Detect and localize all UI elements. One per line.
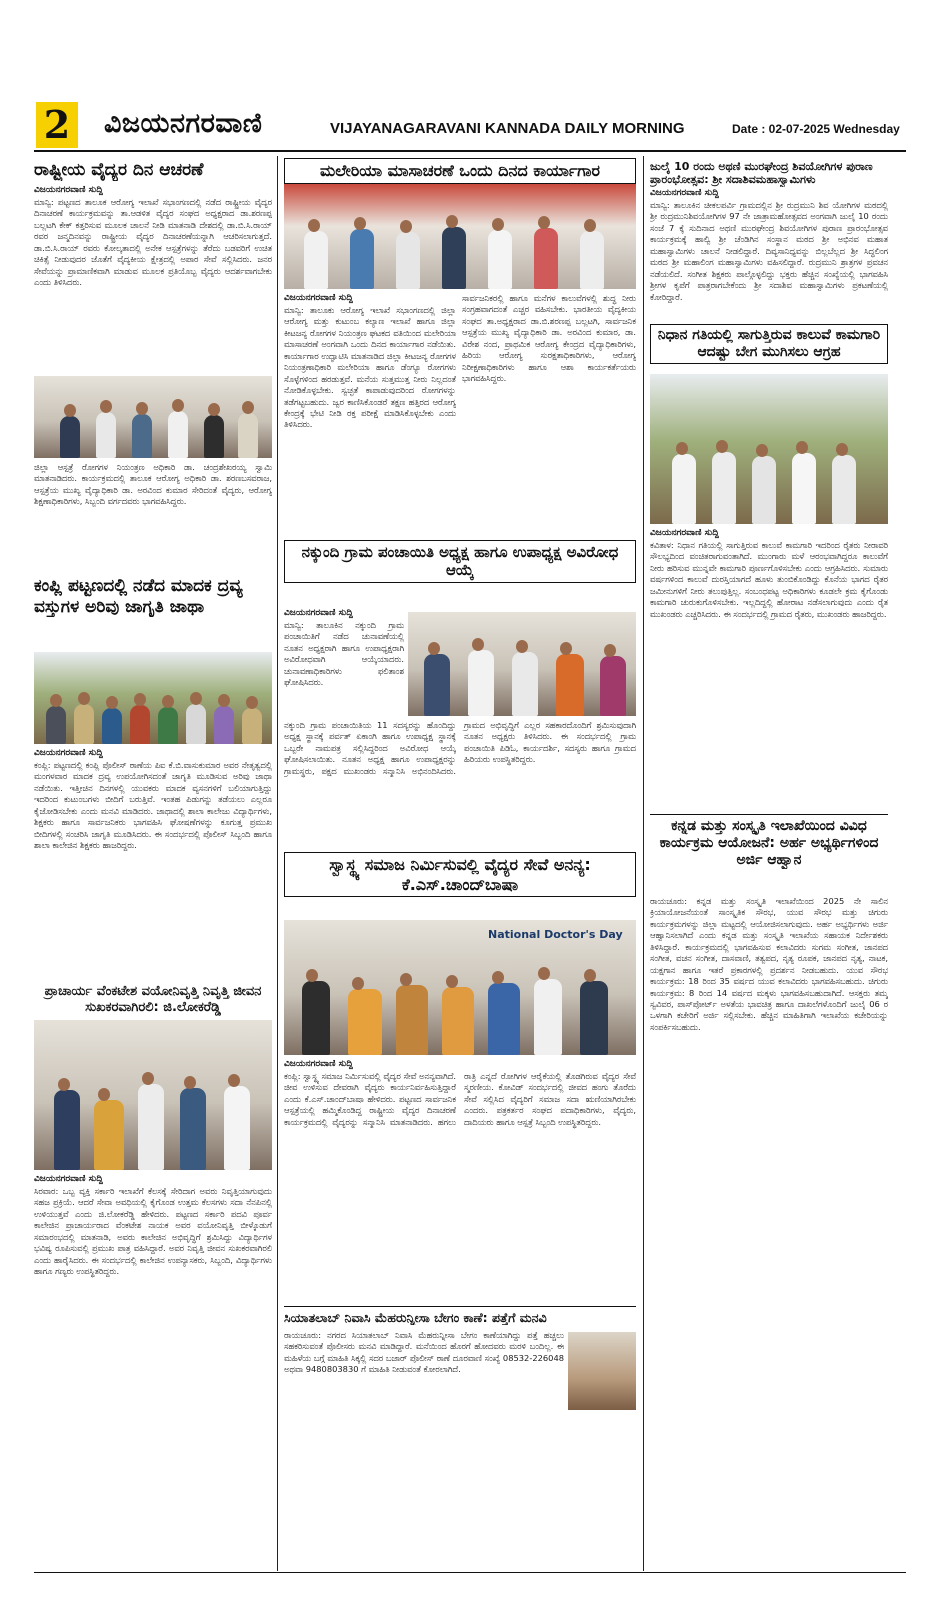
- kannada-culture-body: ರಾಯಚೂರು: ಕನ್ನಡ ಮತ್ತು ಸಂಸ್ಕೃತಿ ಇಲಾಖೆಯಿಂದ 2025 ನೇ ಸಾಲಿನ ಕ್ರಿಯಾಯೋಜನೆಯಂತೆ ಸಾಂಸ್ಕೃತಿಕ ಸೌರಭ, ಯುವ ಸೌರಭ ಮತ್ತು ಚಿಗುರು ಕಾರ್ಯಕ್ರಮಗಳನ್ನು ಜಿಲ್ಲಾ ಮಟ್ಟದಲ್ಲಿ ಆಯೋಜಿಸಲಾಗುವುದು. ಅರ್ಹ ಅಭ್ಯರ್ಥಿಗಳು ಅರ್ಜಿ ಆಹ್ವಾನಿಸಲಾಗಿದೆ ಎಂದು ಕನ್ನಡ ಮತ್ತು ಸಂಸ್ಕೃತಿ ಇಲಾಖೆಯ ಸಹಾಯಕ ನಿರ್ದೇಶಕರು ತಿಳಿಸಿದ್ದಾರೆ. ಕಾರ್ಯಕ್ರಮದಲ್ಲಿ ಭಾಗವಹಿಸುವ ಕಲಾವಿದರು ಸುಗಮ ಸಂಗೀತ, ಜಾನಪದ ಸಂಗೀತ, ವಚನ ಸಂಗೀತ, ದಾಸವಾಣಿ, ತತ್ವಪದ, ನೃತ್ಯ ರೂಪಕ, ಜಾನಪದ ನೃತ್ಯ, ನಾಟಕ, ಯಕ್ಷಗಾನ ಹಾಗೂ ಇತರೆ ಪ್ರಕಾರಗಳಲ್ಲಿ ಪ್ರದರ್ಶನ ನೀಡಬಹುದು. ಯುವ ಸೌರಭ ಕಾರ್ಯಕ್ರಮ: 18 ರಿಂದ 35 ವರ್ಷದ ಯುವ ಕಲಾವಿದರು ಭಾಗವಹಿಸಬಹುದು. ಚಿಗುರು ಕಾರ್ಯಕ್ರಮ: 8 ರಿಂದ 14 ವರ್ಷದ ಮಕ್ಕಳು ಭಾಗವಹಿಸಬಹುದಾಗಿದೆ. ಆಸಕ್ತರು ತಮ್ಮ ಸ್ವವಿವರ, ಪಾಸ್‌ಪೋರ್ಟ್ ಅಳತೆಯ ಭಾವಚಿತ್ರ ಹಾಗೂ ದಾಖಲೆಗಳೊಂದಿಗೆ ಜುಲೈ 06 ರ ಒಳಗಾಗಿ ಕಚೇರಿಗೆ ಅರ್ಜಿ ಸಲ್ಲಿಸಬೇಕು. ಹೆಚ್ಚಿನ ಮಾಹಿತಿಗಾಗಿ ಇಲಾಖೆಯ ಕಚೇರಿಯನ್ನು ಸಂಪರ್ಕಿಸಬಹುದು.: [650, 896, 888, 1032]
- nakkundi-byline: ವಿಜಯನಗರವಾಣಿ ಸುದ್ದಿ: [284, 608, 353, 618]
- masthead-date: Date : 02-07-2025 Wednesday: [732, 122, 900, 136]
- retirement-body: ಸಿರವಾರ: ಒಬ್ಬ ವ್ಯಕ್ತಿ ಸರ್ಕಾರಿ ಇಲಾಖೆಗೆ ಕೆಲಸಕ್ಕೆ ಸೇರಿದಾಗ ಅವರು ನಿವೃತ್ತಿಯಾಗುವುದು ಸಹಜ ಪ್ರಕ್ರಿಯೆ. ಆದರೆ ಸೇವಾ ಅವಧಿಯಲ್ಲಿ ಕೈಗೊಂಡ ಉತ್ತಮ ಕೆಲಸಗಳು ಸದಾ ನೆನಪಿನಲ್ಲಿ ಉಳಿಯುತ್ತವೆ ಎಂದು ಜಿ.ಲೋಕರೆಡ್ಡಿ ಹೇಳಿದರು. ಪಟ್ಟಣದ ಸರ್ಕಾರಿ ಪದವಿ ಪೂರ್ವ ಕಾಲೇಜಿನ ಪ್ರಾಚಾರ್ಯರಾದ ವೆಂಕಟೇಶ ನಾಯಕ ಅವರ ವಯೋನಿವೃತ್ತಿ ಬೀಳ್ಕೊಡುಗೆ ಸಮಾರಂಭದಲ್ಲಿ ಮಾತನಾಡಿ, ಅವರು ಕಾಲೇಜಿನ ಅಭಿವೃದ್ಧಿಗೆ ಶ್ರಮಿಸಿದ್ದು ವಿದ್ಯಾರ್ಥಿಗಳ ಭವಿಷ್ಯ ರೂಪಿಸುವಲ್ಲಿ ಪ್ರಮುಖ ಪಾತ್ರ ವಹಿಸಿದ್ದಾರೆ. ಅವರ ನಿವೃತ್ತಿ ಜೀವನ ಸುಖಕರವಾಗಿರಲಿ ಎಂದು ಹಾರೈಸಿದರು. ಈ ಸಂದರ್ಭದಲ್ಲಿ ಕಾಲೇಜಿನ ಉಪನ್ಯಾಸಕರು, ಸಿಬ್ಬಂದಿ, ವಿದ್ಯಾರ್ಥಿಗಳು ಹಾಗೂ ಗಣ್ಯರು ಉಪಸ್ಥಿತರಿದ್ದರು.: [34, 1186, 272, 1277]
- malaria-photo: [284, 184, 636, 289]
- kannada-culture-headline: ಕನ್ನಡ ಮತ್ತು ಸಂಸ್ಕೃತಿ ಇಲಾಖೆಯಿಂದ ವಿವಿಧ ಕಾರ್ಯಕ್ರಮ ಆಯೋಜನೆ: ಅರ್ಹ ಅಭ್ಯರ್ಥಿಗಳಿಂದ ಅರ್ಜಿ ಆಹ್ವಾನ: [659, 818, 879, 869]
- doctors-service-byline: ವಿಜಯನಗರವಾಣಿ ಸುದ್ದಿ: [284, 1059, 353, 1069]
- retirement-photo: [34, 1020, 272, 1170]
- missing-woman-photo: [568, 1332, 636, 1410]
- drug-awareness-photo: [34, 652, 272, 744]
- column-rule-left: [277, 156, 278, 1571]
- masthead-title-kannada: ವಿಜಯನಗರವಾಣಿ: [104, 108, 263, 139]
- nakkundi-body-left: ಮಾನ್ವಿ: ತಾಲೂಕಿನ ನಕ್ಕುಂದಿ ಗ್ರಾಮ ಪಂಚಾಯಿತಿಗೆ ನಡೆದ ಚುನಾವಣೆಯಲ್ಲಿ ನೂತನ ಅಧ್ಯಕ್ಷರಾಗಿ ಹಾಗೂ ಉಪಾಧ್ಯಕ್ಷರಾಗಿ ಅವಿರೋಧವಾಗಿ ಆಯ್ಕೆಯಾದರು. ಚುನಾವಣಾಧಿಕಾರಿಗಳು ಫಲಿತಾಂಶ ಘೋಷಿಸಿದರು.: [284, 620, 404, 688]
- masthead-rule: [34, 150, 906, 152]
- doctors-day-photo: [34, 376, 272, 458]
- missing-woman-body: ರಾಯಚೂರು: ನಗರದ ಸಿಯಾತಲಾಬ್ ನಿವಾಸಿ ಮೆಹರುನ್ನೀಸಾ ಬೇಗಂ ಕಾಣೆಯಾಗಿದ್ದು ಪತ್ತೆ ಹಚ್ಚಲು ಸಹಕರಿಸುವಂತೆ ಪೊಲೀಸರು ಮನವಿ ಮಾಡಿದ್ದಾರೆ. ಮನೆಯಿಂದ ಹೊರಗೆ ಹೋದವರು ಮರಳಿ ಬಂದಿಲ್ಲ. ಈ ಮಹಿಳೆಯ ಬಗ್ಗೆ ಮಾಹಿತಿ ಸಿಕ್ಕಲ್ಲಿ ಸದರ ಬಜಾರ್ ಪೊಲೀಸ್ ಠಾಣೆ ದೂರವಾಣಿ ಸಂಖ್ಯೆ 08532-226048 ಅಥವಾ 9480803830 ಗೆ ಮಾಹಿತಿ ನೀಡುವಂತೆ ಕೋರಲಾಗಿದೆ.: [284, 1330, 564, 1375]
- missing-woman-rule: [284, 1306, 636, 1307]
- drug-awareness-headline: ಕಂಪ್ಲಿ ಪಟ್ಟಣದಲ್ಲಿ ನಡೆದ ಮಾದಕ ದ್ರವ್ಯ ವಸ್ತುಗಳ ಅರಿವು ಜಾಗೃತಿ ಜಾಥಾ: [34, 576, 243, 617]
- column-rule-right: [643, 156, 644, 1571]
- footer-rule: [34, 1572, 906, 1573]
- drug-awareness-byline: ವಿಜಯನಗರವಾಣಿ ಸುದ್ದಿ: [34, 748, 103, 758]
- retirement-byline: ವಿಜಯನಗರವಾಣಿ ಸುದ್ದಿ: [34, 1174, 103, 1184]
- muraghendra-body: ಮಾನ್ವಿ: ತಾಲೂಕಿನ ಚೀಕಲಪರ್ವಿ ಗ್ರಾಮದಲ್ಲಿನ ಶ್ರೀ ರುದ್ರಮುನಿ ಶಿವ ಯೋಗಿಗಳ ಮಠದಲ್ಲಿ ಶ್ರೀ ರುದ್ರಮುನಿಶಿವಯೋಗಿಗಳ 97 ನೇ ಜಾತ್ರಾಮಹೋತ್ಸವದ ಅಂಗವಾಗಿ ಜುಲೈ 10 ರಂದು ಸಂಜೆ 7 ಕ್ಕೆ ಸುದಿನಾದ ಅಥಣಿ ಮುರಘೇಂದ್ರ ಶಿವಯೋಗಿಗಳ ಪುರಾಣ ಪ್ರಾರಂಭೋತ್ಸವ ಕಾರ್ಯಕ್ರಮಕ್ಕೆ ಹಾಲ್ವಿ ಶ್ರೀ ಚೆಂಡಿಗಿನ ಸಂಸ್ಥಾನ ಮಠದ ಶ್ರೀ ಅಭಿನವ ಮಹಾತ ಮಹಾಸ್ವಾಮಿಗಳು ಚಾಲನೆ ನೀಡಲಿದ್ದಾರೆ. ದಿವ್ಯಸಾನಿಧ್ಯವನ್ನು ಬಿಲ್ಲಬೆಲ್ಲದ ಶ್ರೀ ಸಿದ್ಧಲಿಂಗ ಮಠದ ಶ್ರೀ ಮಹಾಲಿಂಗ ಮಹಾಸ್ವಾಮಿಗಳು ವಹಿಸಲಿದ್ದಾರೆ. ರುದ್ರಮುನಿ ಶ್ರಾತ್ರಗಳ ಪ್ರವಚನ ನಡೆಯಲಿದೆ. ಸಂಗೀತ ಶಿಕ್ಷಕರು ಪಾಲ್ಗೊಳ್ಳಲಿದ್ದು ಭಕ್ತರು ಹೆಚ್ಚಿನ ಸಂಖ್ಯೆಯಲ್ಲಿ ಭಾಗವಹಿಸಿ ಶ್ರೀಗಳ ಕೃಪೆಗೆ ಪಾತ್ರರಾಗಬೇಕೆಂದು ಶ್ರೀ ಸದಾಶಿವ ಮಹಾಸ್ವಾಮಿಗಳು ಪ್ರಕಟಣೆಯಲ್ಲಿ ಕೋರಿದ್ದಾರೆ.: [650, 200, 888, 302]
- retirement-headline: ಪ್ರಾಚಾರ್ಯ ವೆಂಕಟೇಶ ವಯೋನಿವೃತ್ತಿ ನಿವೃತ್ತಿ ಜೀವನ ಸುಖಕರವಾಗಿರಲಿ: ಜಿ.ಲೋಕರೆಡ್ಡಿ: [44, 984, 262, 1015]
- doctors-day-byline: ವಿಜಯನಗರವಾಣಿ ಸುದ್ದಿ: [34, 185, 103, 195]
- masthead-title-english: VIJAYANAGARAVANI KANNADA DAILY MORNING: [330, 120, 685, 137]
- malaria-byline: ವಿಜಯನಗರವಾಣಿ ಸುದ್ದಿ: [284, 293, 353, 303]
- doctors-day-caption: ಜಿಲ್ಲಾ ಆಸ್ಪತ್ರೆ ರೋಗಗಳ ನಿಯಂತ್ರಣ ಅಧಿಕಾರಿ ಡಾ. ಚಂದ್ರಶೇಖರಯ್ಯ ಸ್ವಾಮಿ ಮಾತನಾಡಿದರು. ಕಾರ್ಯಕ್ರಮದಲ್ಲಿ ತಾಲೂಕ ಆರೋಗ್ಯ ಅಧಿಕಾರಿ ಡಾ. ಶರಣಬಸವರಾಜ, ಆಸ್ಪತ್ರೆಯ ಮುಖ್ಯ ವೈದ್ಯಾಧಿಕಾರಿ ಡಾ. ಅರವಿಂದ ಕುಮಾರ ಸೇರಿದಂತೆ ವೈದ್ಯರು, ಆರೋಗ್ಯ ಶಿಕ್ಷಣಾಧಿಕಾರಿಗಳು, ಸಿಬ್ಬಂದಿ ವರ್ಗದವರು ಭಾಗವಹಿಸಿದ್ದರು.: [34, 462, 272, 507]
- nakkundi-photo: [408, 612, 636, 716]
- malaria-body-left: ಮಾನ್ವಿ: ತಾಲೂಕು ಆರೋಗ್ಯ ಇಲಾಖೆ ಸಭಾಂಗಣದಲ್ಲಿ ಜಿಲ್ಲಾ ಆರೋಗ್ಯ ಮತ್ತು ಕುಟುಂಬ ಕಲ್ಯಾಣ ಇಲಾಖೆ ಹಾಗೂ ಜಿಲ್ಲಾ ಕೀಟಜನ್ಯ ರೋಗಗಳ ನಿಯಂತ್ರಣ ಘಟಕದ ವತಿಯಿಂದ ಮಲೇರಿಯಾ ಮಾಸಾಚರಣೆ ಅಂಗವಾಗಿ ಒಂದು ದಿನದ ಕಾರ್ಯಾಗಾರ ನಡೆಯಿತು. ಕಾರ್ಯಾಗಾರ ಉದ್ಘಾಟಿಸಿ ಮಾತನಾಡಿದ ಜಿಲ್ಲಾ ಕೀಟಜನ್ಯ ರೋಗಗಳ ನಿಯಂತ್ರಣಾಧಿಕಾರಿ ಮಲೇರಿಯಾ ಹಾಗೂ ಡೆಂಗ್ಯೂ ರೋಗಗಳು ಸೊಳ್ಳೆಗಳಿಂದ ಹರಡುತ್ತವೆ. ಮನೆಯ ಸುತ್ತಮುತ್ತ ನೀರು ನಿಲ್ಲದಂತೆ ನೋಡಿಕೊಳ್ಳಬೇಕು. ಸ್ವಚ್ಛತೆ ಕಾಪಾಡುವುದರಿಂದ ರೋಗಗಳನ್ನು ತಡೆಗಟ್ಟಬಹುದು. ಜ್ವರ ಕಾಣಿಸಿಕೊಂಡರೆ ತಕ್ಷಣ ಹತ್ತಿರದ ಆರೋಗ್ಯ ಕೇಂದ್ರಕ್ಕೆ ಭೇಟಿ ನೀಡಿ ರಕ್ತ ಪರೀಕ್ಷೆ ಮಾಡಿಸಿಕೊಳ್ಳಬೇಕು ಎಂದು ತಿಳಿಸಿದರು.: [284, 305, 456, 430]
- malaria-body-right: ಸಾರ್ವಜನಿಕರಲ್ಲಿ ಹಾಗೂ ಮನೆಗಳ ಕಾಲುವೆಗಳಲ್ಲಿ ಶುದ್ಧ ನೀರು ಸಂಗ್ರಹವಾಗದಂತೆ ಎಚ್ಚರ ವಹಿಸಬೇಕು. ಭಾರತೀಯ ವೈದ್ಯಕೀಯ ಸಂಘದ ತಾ.ಅಧ್ಯಕ್ಷರಾದ ಡಾ.ಬಿ.ಶರಣಪ್ಪ ಬಲ್ಲಟಗಿ, ಸಾರ್ವಜನಿಕ ಆಸ್ಪತ್ರೆಯ ಮುಖ್ಯ ವೈದ್ಯಾಧಿಕಾರಿ ಡಾ. ಅರವಿಂದ ಕುಮಾರ, ಡಾ. ವಿರೇಶ ನಂದ, ಪ್ರಾಥಮಿಕ ಆರೋಗ್ಯ ಕೇಂದ್ರದ ವೈದ್ಯಾಧಿಕಾರಿಗಳು, ಹಿರಿಯ ಆರೋಗ್ಯ ಸುರಕ್ಷತಾಧಿಕಾರಿಗಳು, ಆರೋಗ್ಯ ನಿರೀಕ್ಷಣಾಧಿಕಾರಿಗಳು ಹಾಗೂ ಆಶಾ ಕಾರ್ಯಕರ್ತೆಯರು ಭಾಗವಹಿಸಿದ್ದರು.: [462, 293, 636, 384]
- missing-woman-headline: ಸಿಯಾತಲಾಬ್ ನಿವಾಸಿ ಮೆಹರುನ್ನೀಸಾ ಬೇಗಂ ಕಾಣೆ: ಪತ್ತೆಗೆ ಮನವಿ: [284, 1310, 547, 1325]
- doctors-day-headline: ರಾಷ್ಟ್ರೀಯ ವೈದ್ಯರ ದಿನ ಆಚರಣೆ: [34, 160, 204, 180]
- doctors-day-banner: National Doctor's Day: [488, 928, 623, 941]
- canal-headline: ನಿಧಾನ ಗತಿಯಲ್ಲಿ ಸಾಗುತ್ತಿರುವ ಕಾಲುವೆ ಕಾಮಗಾರಿ ಆದಷ್ಟು ಬೇಗ ಮುಗಿಸಲು ಆಗ್ರಹ: [650, 324, 888, 364]
- nakkundi-headline: ನಕ್ಕುಂದಿ ಗ್ರಾಮ ಪಂಚಾಯಿತಿ ಅಧ್ಯಕ್ಷ ಹಾಗೂ ಉಪಾಧ್ಯಕ್ಷ ಅವಿರೋಧ ಆಯ್ಕೆ: [284, 540, 636, 583]
- page-number: 2: [36, 102, 78, 148]
- canal-photo: [650, 374, 888, 524]
- muraghendra-byline: ವಿಜಯನಗರವಾಣಿ ಸುದ್ದಿ: [650, 188, 719, 198]
- doctors-service-headline: ಸ್ವಾಸ್ಥ್ಯ ಸಮಾಜ ನಿರ್ಮಿಸುವಲ್ಲಿ ವೈದ್ಯರ ಸೇವೆ ಅನನ್ಯ: ಕೆ.ಎಸ್.ಚಾಂದ್‌ಬಾಷಾ: [284, 852, 636, 897]
- drug-awareness-body: ಕಂಪ್ಲಿ: ಪಟ್ಟಣದಲ್ಲಿ ಕಂಪ್ಲಿ ಪೊಲೀಸ್ ಠಾಣೆಯ ಪಿಐ ಕೆ.ಬಿ.ವಾಸುಕುಮಾರ ಅವರ ನೇತೃತ್ವದಲ್ಲಿ ಮಂಗಳವಾರ ಮಾದಕ ದ್ರವ್ಯ ಉಪಯೋಗಿಸದಂತೆ ಜಾಗೃತಿ ಮೂಡಿಸುವ ಅರಿವು ಜಾಥಾ ನಡೆಯಿತು. ಇತ್ತೀಚಿನ ದಿನಗಳಲ್ಲಿ ಯುವಕರು ಮಾದಕ ವ್ಯಸನಗಳಿಗೆ ಬಲಿಯಾಗುತ್ತಿದ್ದು ಇದರಿಂದ ಕುಟುಂಬಗಳು ಬೀದಿಗೆ ಬರುತ್ತಿವೆ. ಇಂತಹ ಪಿಡುಗನ್ನು ತಡೆಯಲು ಎಲ್ಲರೂ ಕೈಜೋಡಿಸಬೇಕು ಎಂದು ಮನವಿ ಮಾಡಿದರು. ಜಾಥಾದಲ್ಲಿ ಶಾಲಾ ಕಾಲೇಜು ವಿದ್ಯಾರ್ಥಿಗಳು, ಶಿಕ್ಷಕರು ಹಾಗೂ ಸಾರ್ವಜನಿಕರು ಭಾಗವಹಿಸಿ ಘೋಷಣೆಗಳನ್ನು ಕೂಗುತ್ತ ಪ್ರಮುಖ ಬೀದಿಗಳಲ್ಲಿ ಸಂಚರಿಸಿ ಜಾಗೃತಿ ಮೂಡಿಸಿದರು. ಈ ಸಂದರ್ಭದಲ್ಲಿ ಪೊಲೀಸ್ ಸಿಬ್ಬಂದಿ ಹಾಗೂ ಶಾಲಾ ಕಾಲೇಜಿನ ಶಿಕ್ಷಕರು ಹಾಜರಿದ್ದರು.: [34, 760, 272, 851]
- canal-byline: ವಿಜಯನಗರವಾಣಿ ಸುದ್ದಿ: [650, 528, 719, 538]
- doctors-day-body: ಮಾನ್ವಿ: ಪಟ್ಟಣದ ತಾಲೂಕ ಆರೋಗ್ಯ ಇಲಾಖೆ ಸಭಾಂಗಣದಲ್ಲಿ ನಡೆದ ರಾಷ್ಟ್ರೀಯ ವೈದ್ಯರ ದಿನಾಚರಣೆ ಕಾರ್ಯಕ್ರಮವನ್ನು ತಾ.ಆಡಳಿತ ವೈದ್ಯರ ಸಂಘದ ಅಧ್ಯಕ್ಷರಾದ ಡಾ.ಶರಣಪ್ಪ ಬಲ್ಲಟಗಿ ಕೇಕ್ ಕತ್ತರಿಸುವ ಮೂಲಕ ಚಾಲನೆ ನೀಡಿ ಮಾತನಾಡಿ ದೇಶದಲ್ಲಿ ಡಾ.ಬಿ.ಸಿ.ರಾಯ್ ರವರ ಜನ್ಮದಿನವನ್ನು ರಾಷ್ಟ್ರೀಯ ವೈದ್ಯರ ದಿನಾಚರಣೆಯನ್ನಾಗಿ ಆಚರಿಸಲಾಗುತ್ತದೆ. ಡಾ.ಬಿ.ಸಿ.ರಾಯ್ ರವರು ಕೋಲ್ಕತಾದಲ್ಲಿ ಅನೇಕ ಆಸ್ಪತ್ರೆಗಳನ್ನು ತೆರೆದು ಬಡವರಿಗೆ ಉಚಿತ ಚಿಕಿತ್ಸೆ ನೀಡುವುದರ ಜೊತೆಗೆ ವೈದ್ಯಕೀಯ ಕ್ಷೇತ್ರದಲ್ಲಿ ಅಪಾರ ಸೇವೆ ಸಲ್ಲಿಸಿದರು. ಜನರ ಸೇವೆಯನ್ನು ಪ್ರಾಮಾಣಿಕವಾಗಿ ಮಾಡುವ ಮೂಲಕ ಪ್ರತಿಯೊಬ್ಬ ವೈದ್ಯರು ಆದರ್ಶವಾಗಬೇಕು ಎಂದು ತಿಳಿಸಿದರು.: [34, 197, 272, 288]
- doctors-service-body: ಕಂಪ್ಲಿ: ಸ್ವಾಸ್ಥ್ಯ ಸಮಾಜ ನಿರ್ಮಿಸುವಲ್ಲಿ ವೈದ್ಯರ ಸೇವೆ ಅನನ್ಯವಾಗಿದೆ. ಜೀವ ಉಳಿಸುವ ದೇವರಾಗಿ ವೈದ್ಯರು ಕಾರ್ಯನಿರ್ವಹಿಸುತ್ತಿದ್ದಾರೆ ಎಂದು ಕೆ.ಎಸ್.ಚಾಂದ್‌ಬಾಷಾ ಹೇಳಿದರು. ಪಟ್ಟಣದ ಸಾರ್ವಜನಿಕ ಆಸ್ಪತ್ರೆಯಲ್ಲಿ ಹಮ್ಮಿಕೊಂಡಿದ್ದ ರಾಷ್ಟ್ರೀಯ ವೈದ್ಯರ ದಿನಾಚರಣೆ ಕಾರ್ಯಕ್ರಮದಲ್ಲಿ ವೈದ್ಯರನ್ನು ಸನ್ಮಾನಿಸಿ ಮಾತನಾಡಿದರು. ಹಗಲು ರಾತ್ರಿ ಎನ್ನದೆ ರೋಗಿಗಳ ಆರೈಕೆಯಲ್ಲಿ ತೊಡಗಿರುವ ವೈದ್ಯರ ಸೇವೆ ಸ್ಮರಣೀಯ. ಕೋವಿಡ್ ಸಂದರ್ಭದಲ್ಲಿ ಜೀವದ ಹಂಗು ತೊರೆದು ಸೇವೆ ಸಲ್ಲಿಸಿದ ವೈದ್ಯರಿಗೆ ಸಮಾಜ ಸದಾ ಋಣಿಯಾಗಿರಬೇಕು ಎಂದರು. ಪತ್ರಕರ್ತರ ಸಂಘದ ಪದಾಧಿಕಾರಿಗಳು, ವೈದ್ಯರು, ದಾದಿಯರು ಹಾಗೂ ಆಸ್ಪತ್ರೆ ಸಿಬ್ಬಂದಿ ಉಪಸ್ಥಿತರಿದ್ದರು.: [284, 1071, 636, 1127]
- nakkundi-body-main: ನಕ್ಕುಂದಿ ಗ್ರಾಮ ಪಂಚಾಯಿತಿಯ 11 ಸದಸ್ಯರನ್ನು ಹೊಂದಿದ್ದು ಅಧ್ಯಕ್ಷ ಸ್ಥಾನಕ್ಕೆ ಪರ್ವತ್ ಏಕಾಂಗಿ ಹಾಗೂ ಉಪಾಧ್ಯಕ್ಷ ಸ್ಥಾನಕ್ಕೆ ಒಬ್ಬರೇ ನಾಮಪತ್ರ ಸಲ್ಲಿಸಿದ್ದರಿಂದ ಅವಿರೋಧ ಆಯ್ಕೆ ಘೋಷಿಸಲಾಯಿತು. ನೂತನ ಅಧ್ಯಕ್ಷ ಹಾಗೂ ಉಪಾಧ್ಯಕ್ಷರನ್ನು ಗ್ರಾಮಸ್ಥರು, ಪಕ್ಷದ ಮುಖಂಡರು ಸನ್ಮಾನಿಸಿ ಅಭಿನಂದಿಸಿದರು. ಗ್ರಾಮದ ಅಭಿವೃದ್ಧಿಗೆ ಎಲ್ಲರ ಸಹಕಾರದೊಂದಿಗೆ ಶ್ರಮಿಸುವುದಾಗಿ ನೂತನ ಅಧ್ಯಕ್ಷರು ತಿಳಿಸಿದರು. ಈ ಸಂದರ್ಭದಲ್ಲಿ ಗ್ರಾಮ ಪಂಚಾಯಿತಿ ಪಿಡಿಓ, ಕಾರ್ಯದರ್ಶಿ, ಸದಸ್ಯರು ಹಾಗೂ ಗ್ರಾಮದ ಹಿರಿಯರು ಉಪಸ್ಥಿತರಿದ್ದರು.: [284, 720, 636, 776]
- doctors-service-photo: [284, 920, 636, 1055]
- muraghendra-headline: ಜುಲೈ 10 ರಂದು ಅಥಣಿ ಮುರಘೇಂದ್ರ ಶಿವಯೋಗಿಗಳ ಪುರಾಣ ಪ್ರಾರಂಭೋತ್ಸವ: ಶ್ರೀ ಸದಾಶಿವಮಹಾಸ್ವಾಮಿಗಳು: [650, 160, 873, 187]
- canal-body: ಕವಿತಾಳ: ನಿಧಾನ ಗತಿಯಲ್ಲಿ ಸಾಗುತ್ತಿರುವ ಕಾಲುವೆ ಕಾಮಗಾರಿ ಇದರಿಂದ ರೈತರು ನೀರಾವರಿ ಸೌಲಭ್ಯದಿಂದ ವಂಚಿತರಾಗುವಂತಾಗಿದೆ. ಮುಂಗಾರು ಮಳೆ ಆರಂಭವಾಗಿದ್ದರೂ ಕಾಲುವೆಗೆ ನೀರು ಹರಿಸುವ ಮುನ್ನವೇ ಕಾಮಗಾರಿ ಪೂರ್ಣಗೊಳಿಸಬೇಕು ಎಂದು ಆಗ್ರಹಿಸಿದರು. ಸುಮಾರು ವರ್ಷಗಳಿಂದ ಕಾಲುವೆ ದುರಸ್ತಿಯಾಗದೆ ಹೂಳು ತುಂಬಿಕೊಂಡಿದ್ದು ಕೊನೆಯ ಭಾಗದ ರೈತರ ಜಮೀನುಗಳಿಗೆ ನೀರು ತಲುಪುತ್ತಿಲ್ಲ. ಸಂಬಂಧಪಟ್ಟ ಅಧಿಕಾರಿಗಳು ಕೂಡಲೇ ಕ್ರಮ ಕೈಗೊಂಡು ಕಾಮಗಾರಿ ಚುರುಕುಗೊಳಿಸಬೇಕು. ಇಲ್ಲದಿದ್ದಲ್ಲಿ ಹೋರಾಟ ನಡೆಸಲಾಗುವುದು ಎಂದು ರೈತ ಮುಖಂಡರು ಎಚ್ಚರಿಸಿದರು. ಈ ಸಂದರ್ಭದಲ್ಲಿ ಗ್ರಾಮದ ರೈತರು, ಮುಖಂಡರು ಹಾಜರಿದ್ದರು.: [650, 540, 888, 619]
- malaria-headline: ಮಲೇರಿಯಾ ಮಾಸಾಚರಣೆ ಒಂದು ದಿನದ ಕಾರ್ಯಾಗಾರ: [284, 158, 636, 184]
- kannada-culture-rule: [650, 814, 888, 815]
